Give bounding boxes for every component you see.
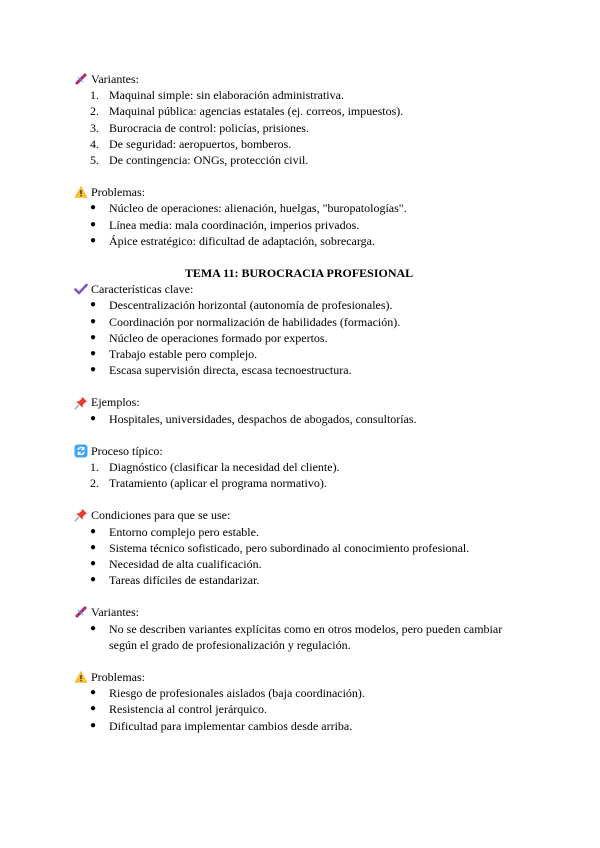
bullet-marker: ● — [90, 622, 97, 634]
section-heading — [74, 394, 524, 410]
section-variantes-1 — [74, 71, 524, 168]
bullet-marker: ● — [90, 218, 97, 230]
document-content — [74, 71, 524, 734]
section-heading-text: Problemas: — [91, 185, 145, 200]
list-item: ● Sistema técnico sofisticado, pero subordinado al conocimiento profesional. — [90, 540, 470, 555]
repeat-icon — [74, 444, 88, 458]
section-problemas-2 — [74, 669, 524, 734]
section-heading — [74, 184, 524, 200]
list-item: 3. Burocracia de control: policías, prisiones. — [90, 120, 309, 135]
list-item: ● Dificultad para implementar cambios desde arriba. — [90, 718, 353, 733]
bullet-marker: ● — [90, 557, 97, 569]
pushpin-icon — [74, 396, 88, 410]
list-item: 1. Diagnóstico (clasificar la necesidad del cliente). — [90, 459, 340, 474]
section-heading — [74, 507, 524, 523]
list-number: 2. — [90, 476, 99, 491]
list-number: 3. — [90, 120, 99, 135]
numbered-list — [74, 459, 524, 491]
list-number: 2. — [90, 104, 99, 119]
list-item: ● Núcleo de operaciones formado por expertos. — [90, 330, 328, 345]
list-item: ● Necesidad de alta cualificación. — [90, 556, 262, 571]
section-heading-text: Ejemplos: — [91, 395, 140, 410]
bullet-marker: ● — [90, 574, 97, 586]
list-number: 1. — [90, 88, 99, 103]
pushpin-icon — [74, 508, 88, 522]
list-item: ● Línea media: mala coordinación, imperios privados. — [90, 217, 360, 232]
bullet-list — [74, 200, 524, 249]
list-item: ● Escasa supervisión directa, escasa tecnoestructura. — [90, 363, 352, 378]
section-heading-text: Problemas: — [91, 669, 145, 684]
bullet-marker: ● — [90, 331, 97, 343]
list-item: ● Hospitales, universidades, despachos de abogados, consultorías. — [90, 411, 417, 426]
list-item: 2. Maquinal pública: agencias estatales (ej. correos, impuestos). — [90, 104, 404, 119]
section-heading — [74, 443, 524, 459]
bullet-list — [74, 621, 524, 653]
list-item: ● Descentralización horizontal (autonomía de profesionales). — [90, 298, 393, 313]
numbered-list — [74, 87, 524, 168]
section-heading — [74, 281, 524, 297]
bullet-marker: ● — [90, 315, 97, 327]
dna-icon — [74, 605, 88, 619]
list-item: ● Resistencia al control jerárquico. — [90, 702, 267, 717]
warning-icon — [74, 185, 88, 199]
bullet-list — [74, 524, 524, 589]
list-number: 1. — [90, 459, 99, 474]
warning-icon — [74, 670, 88, 684]
bullet-list — [74, 685, 524, 734]
list-item: ● Tareas difíciles de estandarizar. — [90, 573, 260, 588]
list-item: ● Trabajo estable pero complejo. — [90, 347, 258, 361]
section-heading-text: Características clave: — [91, 282, 194, 297]
section-heading-text: Proceso típico: — [91, 443, 163, 458]
section-heading — [74, 71, 524, 87]
list-number: 5. — [90, 153, 99, 167]
section-variantes-2 — [74, 604, 524, 653]
section-heading — [74, 669, 524, 685]
section-condiciones — [74, 507, 524, 588]
bullet-marker: ● — [90, 202, 97, 214]
section-proceso — [74, 443, 524, 492]
bullet-marker: ● — [90, 348, 97, 359]
tema-title: TEMA 11: BUROCRACIA PROFESIONAL — [184, 266, 414, 280]
bullet-marker: ● — [90, 541, 97, 553]
list-item: ● Coordinación por normalización de habilidades (formación). — [90, 314, 401, 329]
bullet-marker: ● — [90, 719, 97, 731]
list-item: 2. Tratamiento (aplicar el programa normativo). — [90, 476, 327, 491]
list-item: ● Núcleo de operaciones: alienación, huelgas, "buropatologías". — [90, 201, 407, 216]
bullet-marker: ● — [90, 412, 97, 424]
list-item: 5. De contingencia: ONGs, protección civil. — [90, 153, 309, 167]
section-ejemplos — [74, 394, 524, 426]
bullet-marker: ● — [90, 525, 97, 537]
bullet-marker: ● — [90, 364, 97, 376]
section-caracteristicas — [74, 281, 524, 378]
list-item: ● Riesgo de profesionales aislados (baja coordinación). — [90, 686, 365, 701]
bullet-marker: ● — [90, 299, 97, 311]
section-heading-text: Variantes: — [91, 72, 139, 86]
check-icon — [74, 282, 88, 296]
list-item: ● Entorno complejo pero estable. — [90, 524, 259, 539]
bullet-marker: ● — [90, 234, 97, 246]
bullet-marker: ● — [90, 687, 97, 699]
bullet-list — [74, 411, 524, 427]
bullet-marker: ● — [90, 703, 97, 715]
bullet-list — [74, 297, 524, 378]
section-heading — [74, 604, 524, 620]
list-item: 4. De seguridad: aeropuertos, bomberos. — [90, 136, 292, 151]
section-problemas-1 — [74, 184, 524, 249]
section-heading-text: Variantes: — [91, 605, 139, 620]
list-item: ● No se describen variantes explícitas como en otros modelos, pero pueden cambiar según el grado de profesionalización y regulación. — [90, 621, 503, 652]
list-number: 4. — [90, 136, 99, 151]
dna-icon — [74, 72, 88, 86]
list-item: 1. Maquinal simple: sin elaboración administrativa. — [90, 88, 344, 103]
list-item: ● Ápice estratégico: dificultad de adaptación, sobrecarga. — [90, 233, 375, 248]
section-heading-text: Condiciones para que se use: — [91, 508, 231, 523]
